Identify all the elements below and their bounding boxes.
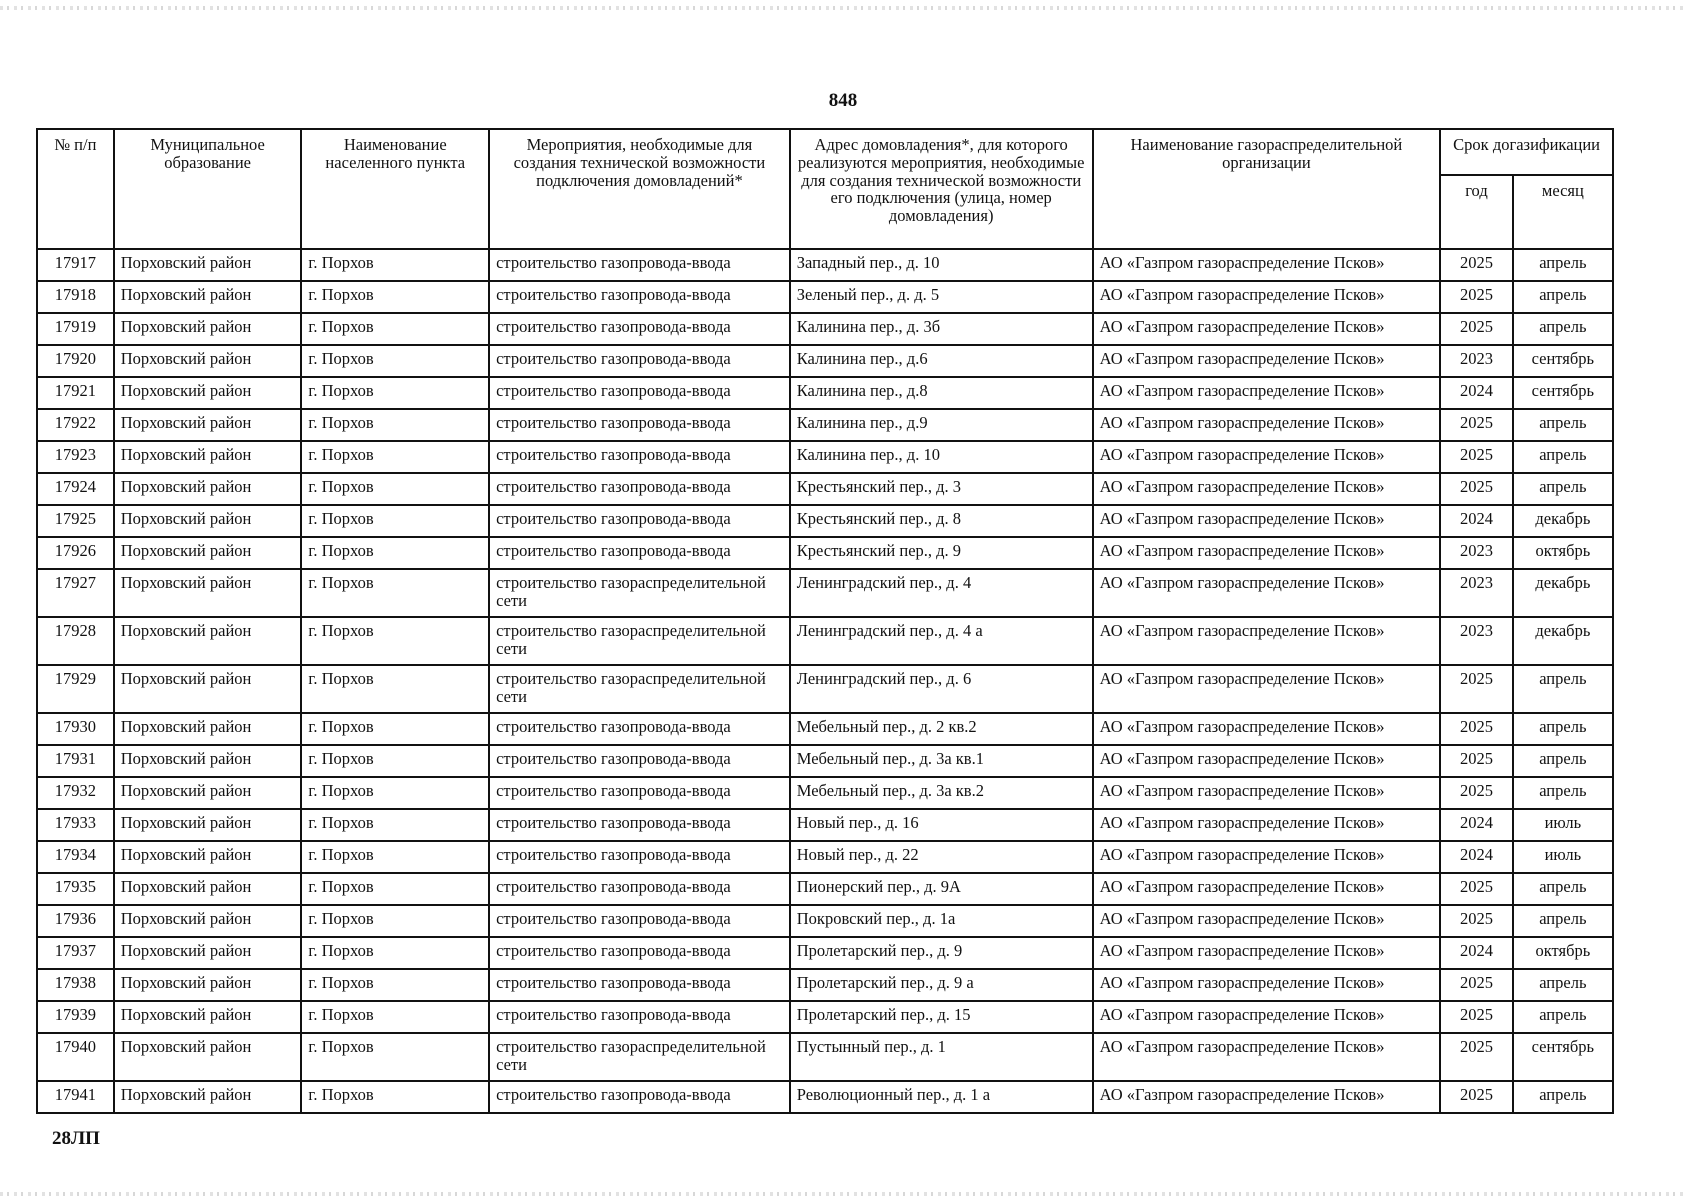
cell-settlement: г. Порхов: [301, 937, 489, 969]
cell-measure: строительство газопровода-ввода: [489, 1001, 790, 1033]
cell-year: 2025: [1440, 713, 1513, 745]
cell-month: июль: [1513, 809, 1613, 841]
cell-year: 2024: [1440, 377, 1513, 409]
cell-organization: АО «Газпром газораспределение Псков»: [1093, 569, 1441, 617]
cell-municipality: Порховский район: [114, 473, 302, 505]
cell-address: Калинина пер., д.6: [790, 345, 1093, 377]
cell-address: Крестьянский пер., д. 9: [790, 537, 1093, 569]
cell-year: 2025: [1440, 905, 1513, 937]
table-row: [37, 905, 1613, 937]
cell-settlement: г. Порхов: [301, 473, 489, 505]
cell-measure: строительство газопровода-ввода: [489, 505, 790, 537]
cell-municipality: Порховский район: [114, 1033, 302, 1081]
cell-measure: строительство газопровода-ввода: [489, 441, 790, 473]
cell-settlement: г. Порхов: [301, 281, 489, 313]
header-num: № п/п: [37, 129, 114, 249]
table-row: [37, 969, 1613, 1001]
table-row: [37, 809, 1613, 841]
cell-address: Новый пер., д. 16: [790, 809, 1093, 841]
cell-year: 2023: [1440, 537, 1513, 569]
cell-municipality: Порховский район: [114, 281, 302, 313]
cell-organization: АО «Газпром газораспределение Псков»: [1093, 873, 1441, 905]
table-row: [37, 873, 1613, 905]
cell-address: Пролетарский пер., д. 15: [790, 1001, 1093, 1033]
cell-year: 2025: [1440, 745, 1513, 777]
cell-measure: строительство газопровода-ввода: [489, 809, 790, 841]
cell-municipality: Порховский район: [114, 809, 302, 841]
cell-year: 2025: [1440, 665, 1513, 713]
cell-municipality: Порховский район: [114, 777, 302, 809]
cell-address: Пустынный пер., д. 1: [790, 1033, 1093, 1081]
cell-organization: АО «Газпром газораспределение Псков»: [1093, 281, 1441, 313]
cell-measure: строительство газопровода-ввода: [489, 713, 790, 745]
cell-settlement: г. Порхов: [301, 745, 489, 777]
cell-year: 2024: [1440, 505, 1513, 537]
cell-num: 17935: [37, 873, 114, 905]
cell-settlement: г. Порхов: [301, 249, 489, 281]
cell-organization: АО «Газпром газораспределение Псков»: [1093, 409, 1441, 441]
cell-organization: АО «Газпром газораспределение Псков»: [1093, 1033, 1441, 1081]
cell-measure: строительство газопровода-ввода: [489, 409, 790, 441]
cell-year: 2024: [1440, 809, 1513, 841]
cell-address: Калинина пер., д. 10: [790, 441, 1093, 473]
cell-settlement: г. Порхов: [301, 809, 489, 841]
cell-settlement: г. Порхов: [301, 1081, 489, 1113]
cell-settlement: г. Порхов: [301, 617, 489, 665]
header-organization: Наименование газораспределительной организации: [1093, 129, 1441, 249]
table-row: [37, 937, 1613, 969]
cell-municipality: Порховский район: [114, 441, 302, 473]
table-row: [37, 1001, 1613, 1033]
cell-address: Пролетарский пер., д. 9 а: [790, 969, 1093, 1001]
cell-measure: строительство газопровода-ввода: [489, 873, 790, 905]
cell-month: апрель: [1513, 249, 1613, 281]
table-row: [37, 345, 1613, 377]
cell-address: Мебельный пер., д. 3а кв.2: [790, 777, 1093, 809]
cell-organization: АО «Газпром газораспределение Псков»: [1093, 841, 1441, 873]
cell-year: 2025: [1440, 441, 1513, 473]
cell-num: 17931: [37, 745, 114, 777]
cell-address: Пролетарский пер., д. 9: [790, 937, 1093, 969]
cell-settlement: г. Порхов: [301, 377, 489, 409]
cell-measure: строительство газопровода-ввода: [489, 745, 790, 777]
cell-organization: АО «Газпром газораспределение Псков»: [1093, 1081, 1441, 1113]
cell-year: 2023: [1440, 617, 1513, 665]
cell-measure: строительство газораспределительной сети: [489, 665, 790, 713]
cell-settlement: г. Порхов: [301, 873, 489, 905]
cell-municipality: Порховский район: [114, 713, 302, 745]
cell-organization: АО «Газпром газораспределение Псков»: [1093, 809, 1441, 841]
cell-month: апрель: [1513, 713, 1613, 745]
cell-organization: АО «Газпром газораспределение Псков»: [1093, 1001, 1441, 1033]
cell-address: Новый пер., д. 22: [790, 841, 1093, 873]
table-body: [37, 249, 1613, 1113]
footer-code: 28ЛП: [52, 1128, 100, 1149]
cell-measure: строительство газопровода-ввода: [489, 777, 790, 809]
cell-month: апрель: [1513, 313, 1613, 345]
cell-measure: строительство газопровода-ввода: [489, 937, 790, 969]
cell-address: Калинина пер., д.9: [790, 409, 1093, 441]
table-row: [37, 313, 1613, 345]
cell-month: декабрь: [1513, 569, 1613, 617]
cell-num: 17940: [37, 1033, 114, 1081]
cell-address: Ленинградский пер., д. 4 а: [790, 617, 1093, 665]
cell-num: 17918: [37, 281, 114, 313]
cell-settlement: г. Порхов: [301, 1033, 489, 1081]
cell-measure: строительство газопровода-ввода: [489, 377, 790, 409]
cell-municipality: Порховский район: [114, 409, 302, 441]
cell-month: октябрь: [1513, 537, 1613, 569]
scan-edge-top: [0, 6, 1686, 10]
cell-year: 2025: [1440, 473, 1513, 505]
cell-address: Крестьянский пер., д. 8: [790, 505, 1093, 537]
cell-num: 17933: [37, 809, 114, 841]
cell-month: апрель: [1513, 745, 1613, 777]
cell-municipality: Порховский район: [114, 665, 302, 713]
cell-organization: АО «Газпром газораспределение Псков»: [1093, 249, 1441, 281]
cell-year: 2025: [1440, 777, 1513, 809]
table-row: [37, 409, 1613, 441]
table-row: [37, 1081, 1613, 1113]
cell-year: 2024: [1440, 841, 1513, 873]
cell-organization: АО «Газпром газораспределение Псков»: [1093, 969, 1441, 1001]
table-row: [37, 745, 1613, 777]
cell-municipality: Порховский район: [114, 937, 302, 969]
cell-settlement: г. Порхов: [301, 969, 489, 1001]
cell-municipality: Порховский район: [114, 1081, 302, 1113]
cell-settlement: г. Порхов: [301, 905, 489, 937]
cell-organization: АО «Газпром газораспределение Псков»: [1093, 745, 1441, 777]
cell-month: апрель: [1513, 777, 1613, 809]
table-row: [37, 617, 1613, 665]
cell-organization: АО «Газпром газораспределение Псков»: [1093, 313, 1441, 345]
cell-month: декабрь: [1513, 505, 1613, 537]
cell-address: Зеленый пер., д. д. 5: [790, 281, 1093, 313]
cell-measure: строительство газопровода-ввода: [489, 313, 790, 345]
header-month: месяц: [1513, 175, 1613, 249]
cell-settlement: г. Порхов: [301, 505, 489, 537]
gasification-table: [36, 128, 1614, 1114]
cell-municipality: Порховский район: [114, 537, 302, 569]
cell-organization: АО «Газпром газораспределение Псков»: [1093, 713, 1441, 745]
cell-municipality: Порховский район: [114, 745, 302, 777]
cell-year: 2024: [1440, 937, 1513, 969]
cell-municipality: Порховский район: [114, 377, 302, 409]
cell-month: апрель: [1513, 665, 1613, 713]
cell-measure: строительство газопровода-ввода: [489, 905, 790, 937]
header-municipality: Муниципальное образование: [114, 129, 302, 249]
cell-month: апрель: [1513, 969, 1613, 1001]
cell-year: 2025: [1440, 873, 1513, 905]
cell-month: сентябрь: [1513, 345, 1613, 377]
cell-municipality: Порховский район: [114, 969, 302, 1001]
cell-municipality: Порховский район: [114, 905, 302, 937]
cell-measure: строительство газопровода-ввода: [489, 281, 790, 313]
cell-address: Мебельный пер., д. 2 кв.2: [790, 713, 1093, 745]
cell-address: Покровский пер., д. 1а: [790, 905, 1093, 937]
cell-num: 17924: [37, 473, 114, 505]
cell-organization: АО «Газпром газораспределение Псков»: [1093, 345, 1441, 377]
cell-settlement: г. Порхов: [301, 1001, 489, 1033]
table-row: [37, 569, 1613, 617]
cell-num: 17938: [37, 969, 114, 1001]
cell-num: 17927: [37, 569, 114, 617]
cell-organization: АО «Газпром газораспределение Псков»: [1093, 617, 1441, 665]
cell-address: Ленинградский пер., д. 6: [790, 665, 1093, 713]
cell-address: Калинина пер., д. 3б: [790, 313, 1093, 345]
cell-month: апрель: [1513, 1001, 1613, 1033]
header-year: год: [1440, 175, 1513, 249]
cell-year: 2025: [1440, 1001, 1513, 1033]
cell-year: 2025: [1440, 1081, 1513, 1113]
cell-municipality: Порховский район: [114, 1001, 302, 1033]
table-row: [37, 281, 1613, 313]
cell-month: апрель: [1513, 281, 1613, 313]
cell-num: 17926: [37, 537, 114, 569]
cell-municipality: Порховский район: [114, 569, 302, 617]
cell-organization: АО «Газпром газораспределение Псков»: [1093, 441, 1441, 473]
cell-municipality: Порховский район: [114, 617, 302, 665]
cell-organization: АО «Газпром газораспределение Псков»: [1093, 377, 1441, 409]
cell-year: 2025: [1440, 969, 1513, 1001]
cell-year: 2025: [1440, 281, 1513, 313]
cell-num: 17922: [37, 409, 114, 441]
cell-address: Пионерский пер., д. 9А: [790, 873, 1093, 905]
table-row: [37, 537, 1613, 569]
cell-month: июль: [1513, 841, 1613, 873]
cell-num: 17941: [37, 1081, 114, 1113]
cell-organization: АО «Газпром газораспределение Псков»: [1093, 937, 1441, 969]
cell-measure: строительство газопровода-ввода: [489, 345, 790, 377]
cell-num: 17934: [37, 841, 114, 873]
cell-measure: строительство газопровода-ввода: [489, 969, 790, 1001]
cell-address: Западный пер., д. 10: [790, 249, 1093, 281]
cell-measure: строительство газораспределительной сети: [489, 569, 790, 617]
cell-num: 17936: [37, 905, 114, 937]
cell-settlement: г. Порхов: [301, 841, 489, 873]
cell-measure: строительство газопровода-ввода: [489, 537, 790, 569]
cell-settlement: г. Порхов: [301, 537, 489, 569]
cell-num: 17929: [37, 665, 114, 713]
cell-month: апрель: [1513, 441, 1613, 473]
table-row: [37, 713, 1613, 745]
table-row: [37, 441, 1613, 473]
cell-num: 17928: [37, 617, 114, 665]
cell-num: 17920: [37, 345, 114, 377]
cell-month: сентябрь: [1513, 377, 1613, 409]
table-row: [37, 249, 1613, 281]
header-deadline: Срок догазификации: [1440, 129, 1613, 175]
header-measures: Мероприятия, необходимые для создания технической возможности подключения домовладений*: [489, 129, 790, 249]
cell-year: 2025: [1440, 409, 1513, 441]
cell-year: 2025: [1440, 313, 1513, 345]
cell-year: 2025: [1440, 1033, 1513, 1081]
cell-num: 17921: [37, 377, 114, 409]
cell-address: Калинина пер., д.8: [790, 377, 1093, 409]
page-number: 848: [828, 90, 858, 111]
cell-municipality: Порховский район: [114, 313, 302, 345]
header-address: Адрес домовладения*, для которого реализуются мероприятия, необходимые для создания технической возможности его подключения (улица, номер домовладения): [790, 129, 1093, 249]
cell-num: 17930: [37, 713, 114, 745]
cell-measure: строительство газопровода-ввода: [489, 841, 790, 873]
cell-measure: строительство газораспределительной сети: [489, 1033, 790, 1081]
table-header-row: [37, 129, 1613, 175]
cell-settlement: г. Порхов: [301, 313, 489, 345]
cell-month: апрель: [1513, 473, 1613, 505]
cell-num: 17919: [37, 313, 114, 345]
cell-address: Революционный пер., д. 1 а: [790, 1081, 1093, 1113]
cell-month: октябрь: [1513, 937, 1613, 969]
cell-address: Ленинградский пер., д. 4: [790, 569, 1093, 617]
cell-settlement: г. Порхов: [301, 665, 489, 713]
cell-month: сентябрь: [1513, 1033, 1613, 1081]
cell-measure: строительство газораспределительной сети: [489, 617, 790, 665]
scan-edge-bottom: [0, 1192, 1686, 1196]
cell-address: Крестьянский пер., д. 3: [790, 473, 1093, 505]
cell-organization: АО «Газпром газораспределение Псков»: [1093, 905, 1441, 937]
table-row: [37, 841, 1613, 873]
cell-municipality: Порховский район: [114, 345, 302, 377]
cell-num: 17937: [37, 937, 114, 969]
cell-settlement: г. Порхов: [301, 441, 489, 473]
cell-municipality: Порховский район: [114, 505, 302, 537]
cell-settlement: г. Порхов: [301, 777, 489, 809]
cell-num: 17932: [37, 777, 114, 809]
cell-settlement: г. Порхов: [301, 569, 489, 617]
cell-year: 2023: [1440, 569, 1513, 617]
cell-month: апрель: [1513, 905, 1613, 937]
cell-measure: строительство газопровода-ввода: [489, 249, 790, 281]
cell-year: 2023: [1440, 345, 1513, 377]
table-row: [37, 1033, 1613, 1081]
table-row: [37, 473, 1613, 505]
cell-organization: АО «Газпром газораспределение Псков»: [1093, 473, 1441, 505]
cell-measure: строительство газопровода-ввода: [489, 1081, 790, 1113]
cell-municipality: Порховский район: [114, 249, 302, 281]
cell-month: апрель: [1513, 1081, 1613, 1113]
table-row: [37, 505, 1613, 537]
cell-num: 17925: [37, 505, 114, 537]
cell-month: апрель: [1513, 409, 1613, 441]
header-settlement: Наименование населенного пункта: [301, 129, 489, 249]
cell-municipality: Порховский район: [114, 873, 302, 905]
table-row: [37, 665, 1613, 713]
table-row: [37, 777, 1613, 809]
cell-month: декабрь: [1513, 617, 1613, 665]
cell-organization: АО «Газпром газораспределение Псков»: [1093, 665, 1441, 713]
cell-settlement: г. Порхов: [301, 345, 489, 377]
cell-num: 17917: [37, 249, 114, 281]
table-row: [37, 377, 1613, 409]
cell-organization: АО «Газпром газораспределение Псков»: [1093, 505, 1441, 537]
cell-num: 17939: [37, 1001, 114, 1033]
cell-settlement: г. Порхов: [301, 409, 489, 441]
cell-address: Мебельный пер., д. 3а кв.1: [790, 745, 1093, 777]
cell-num: 17923: [37, 441, 114, 473]
cell-organization: АО «Газпром газораспределение Псков»: [1093, 777, 1441, 809]
cell-month: апрель: [1513, 873, 1613, 905]
cell-measure: строительство газопровода-ввода: [489, 473, 790, 505]
cell-organization: АО «Газпром газораспределение Псков»: [1093, 537, 1441, 569]
cell-year: 2025: [1440, 249, 1513, 281]
cell-settlement: г. Порхов: [301, 713, 489, 745]
cell-municipality: Порховский район: [114, 841, 302, 873]
